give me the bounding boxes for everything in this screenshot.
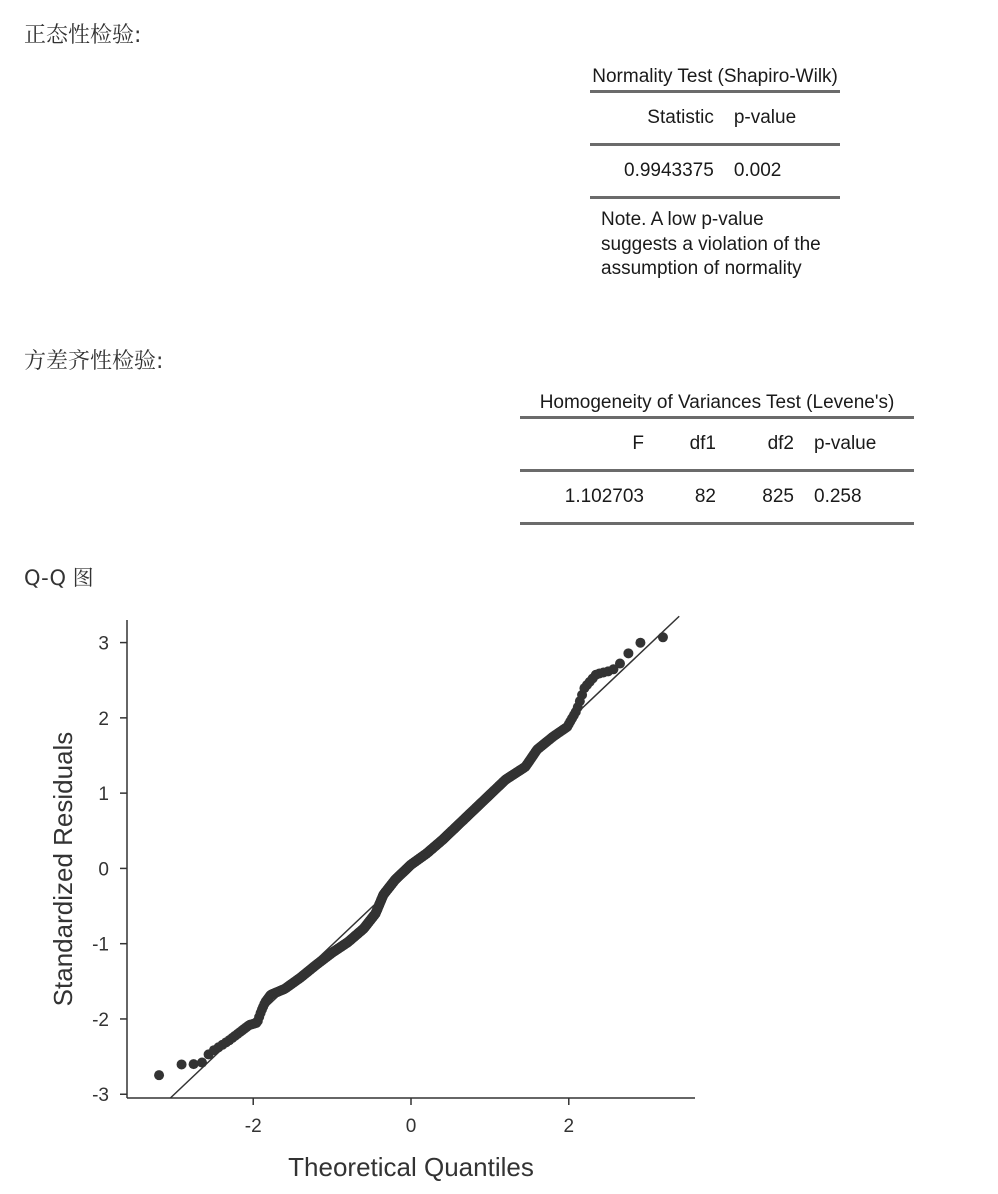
x-tick-label: 2	[563, 1116, 575, 1137]
qq-heading: Q-Q 图	[24, 566, 94, 590]
header-f: F	[520, 418, 654, 471]
normality-table-header-row	[590, 92, 840, 145]
qq-point	[154, 1070, 164, 1080]
qq-point	[189, 1059, 199, 1069]
levene-table-header-row	[520, 418, 914, 471]
y-ticks-layer	[92, 634, 127, 1107]
cell-f: 1.102703	[520, 471, 654, 524]
qq-point	[197, 1058, 207, 1068]
y-tick-label: 0	[98, 859, 109, 881]
cell-p-value: 0.258	[804, 471, 914, 524]
normality-table	[590, 66, 840, 199]
y-axis-title: Standardized Residuals	[48, 731, 78, 1007]
y-tick-label: -3	[92, 1085, 109, 1107]
y-tick-label: -2	[92, 1009, 109, 1031]
y-tick-label: 1	[98, 784, 109, 806]
table-row	[590, 145, 840, 198]
cell-p-value: 0.002	[724, 145, 840, 198]
qq-point	[658, 632, 668, 642]
reference-line	[170, 616, 679, 1098]
x-ticks-layer	[245, 1098, 574, 1137]
header-df2: df2	[726, 418, 804, 471]
header-df1: df1	[654, 418, 726, 471]
x-axis-title: Theoretical Quantiles	[288, 1152, 534, 1182]
normality-note	[601, 208, 821, 282]
qq-point	[615, 659, 625, 669]
note-line: Note. A low p-value	[601, 209, 764, 230]
header-p-value: p-value	[724, 92, 840, 145]
levene-table	[520, 392, 914, 525]
cell-statistic: 0.9943375	[590, 145, 724, 198]
header-statistic: Statistic	[590, 92, 724, 145]
table-row	[520, 471, 914, 524]
levene-table-title: Homogeneity of Variances Test (Levene's)	[539, 392, 895, 413]
x-tick-label: 0	[405, 1116, 417, 1137]
variance-heading: 方差齐性检验:	[24, 349, 164, 374]
y-tick-label: 2	[98, 708, 109, 730]
qq-plot	[0, 600, 720, 1194]
qq-point	[177, 1059, 187, 1069]
y-tick-label: 3	[98, 633, 109, 655]
qq-point	[623, 648, 633, 658]
qq-point	[635, 638, 645, 648]
normality-table-title: Normality Test (Shapiro-Wilk)	[592, 66, 838, 87]
normality-heading: 正态性检验:	[24, 23, 142, 48]
note-line: assumption of normality	[601, 258, 802, 279]
cell-df1: 82	[654, 471, 726, 524]
header-p-value: p-value	[804, 418, 914, 471]
note-line: suggests a violation of the	[601, 233, 821, 255]
cell-df2: 825	[726, 471, 804, 524]
x-tick-label: -2	[244, 1116, 262, 1137]
y-tick-label: -1	[92, 934, 109, 956]
